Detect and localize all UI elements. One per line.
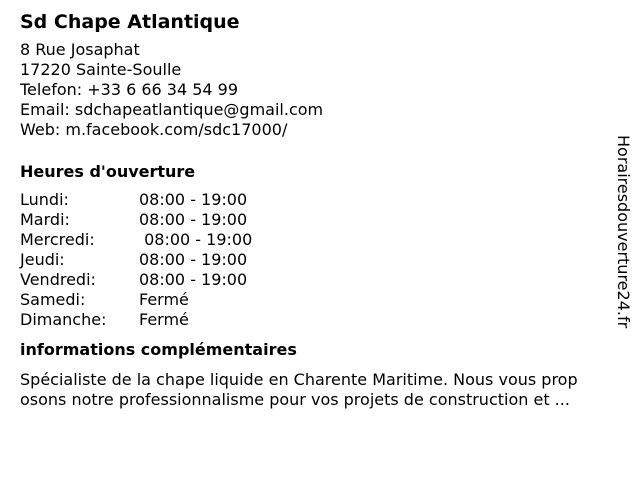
hours-day: Vendredi: bbox=[20, 270, 96, 289]
business-name: Sd Chape Atlantique bbox=[20, 11, 240, 33]
hours-day: Samedi: bbox=[20, 290, 86, 309]
hours-day: Dimanche: bbox=[20, 310, 107, 329]
opening-hours-heading: Heures d'ouverture bbox=[20, 162, 196, 181]
hours-day: Jeudi: bbox=[20, 250, 65, 269]
hours-row-saturday bbox=[20, 290, 610, 310]
phone-line: Telefon: +33 6 66 34 54 99 bbox=[20, 80, 239, 99]
address-street: 8 Rue Josaphat bbox=[20, 40, 140, 59]
additional-info-text bbox=[20, 370, 610, 410]
info-line-1: Spécialiste de la chape liquide en Charente Maritime. Nous vous prop bbox=[20, 370, 578, 389]
info-line-2: osons notre professionnalisme pour vos projets de construction et ... bbox=[20, 390, 570, 409]
hours-time: 08:00 - 19:00 bbox=[139, 250, 248, 269]
hours-row-wednesday bbox=[20, 230, 610, 250]
web-line: Web: m.facebook.com/sdc17000/ bbox=[20, 120, 288, 139]
address-city: 17220 Sainte-Soulle bbox=[20, 60, 182, 79]
business-card bbox=[20, 10, 610, 410]
hours-row-tuesday bbox=[20, 210, 610, 230]
hours-time: Fermé bbox=[139, 310, 189, 329]
hours-row-friday bbox=[20, 270, 610, 290]
opening-hours-table bbox=[20, 190, 610, 330]
hours-day: Mardi: bbox=[20, 210, 70, 229]
hours-row-monday bbox=[20, 190, 610, 210]
hours-day: Mercredi: bbox=[20, 230, 95, 249]
additional-info-heading: informations complémentaires bbox=[20, 340, 297, 359]
hours-time: 08:00 - 19:00 bbox=[139, 190, 248, 209]
hours-time: 08:00 - 19:00 bbox=[139, 230, 253, 249]
contact-block bbox=[20, 40, 610, 140]
hours-time: Fermé bbox=[139, 290, 189, 309]
hours-row-thursday bbox=[20, 250, 610, 270]
hours-row-sunday bbox=[20, 310, 610, 330]
site-watermark: Horairesdouverture24.fr bbox=[614, 135, 633, 329]
hours-time: 08:00 - 19:00 bbox=[139, 210, 248, 229]
hours-day: Lundi: bbox=[20, 190, 69, 209]
hours-time: 08:00 - 19:00 bbox=[139, 270, 248, 289]
email-line: Email: sdchapeatlantique@gmail.com bbox=[20, 100, 324, 119]
